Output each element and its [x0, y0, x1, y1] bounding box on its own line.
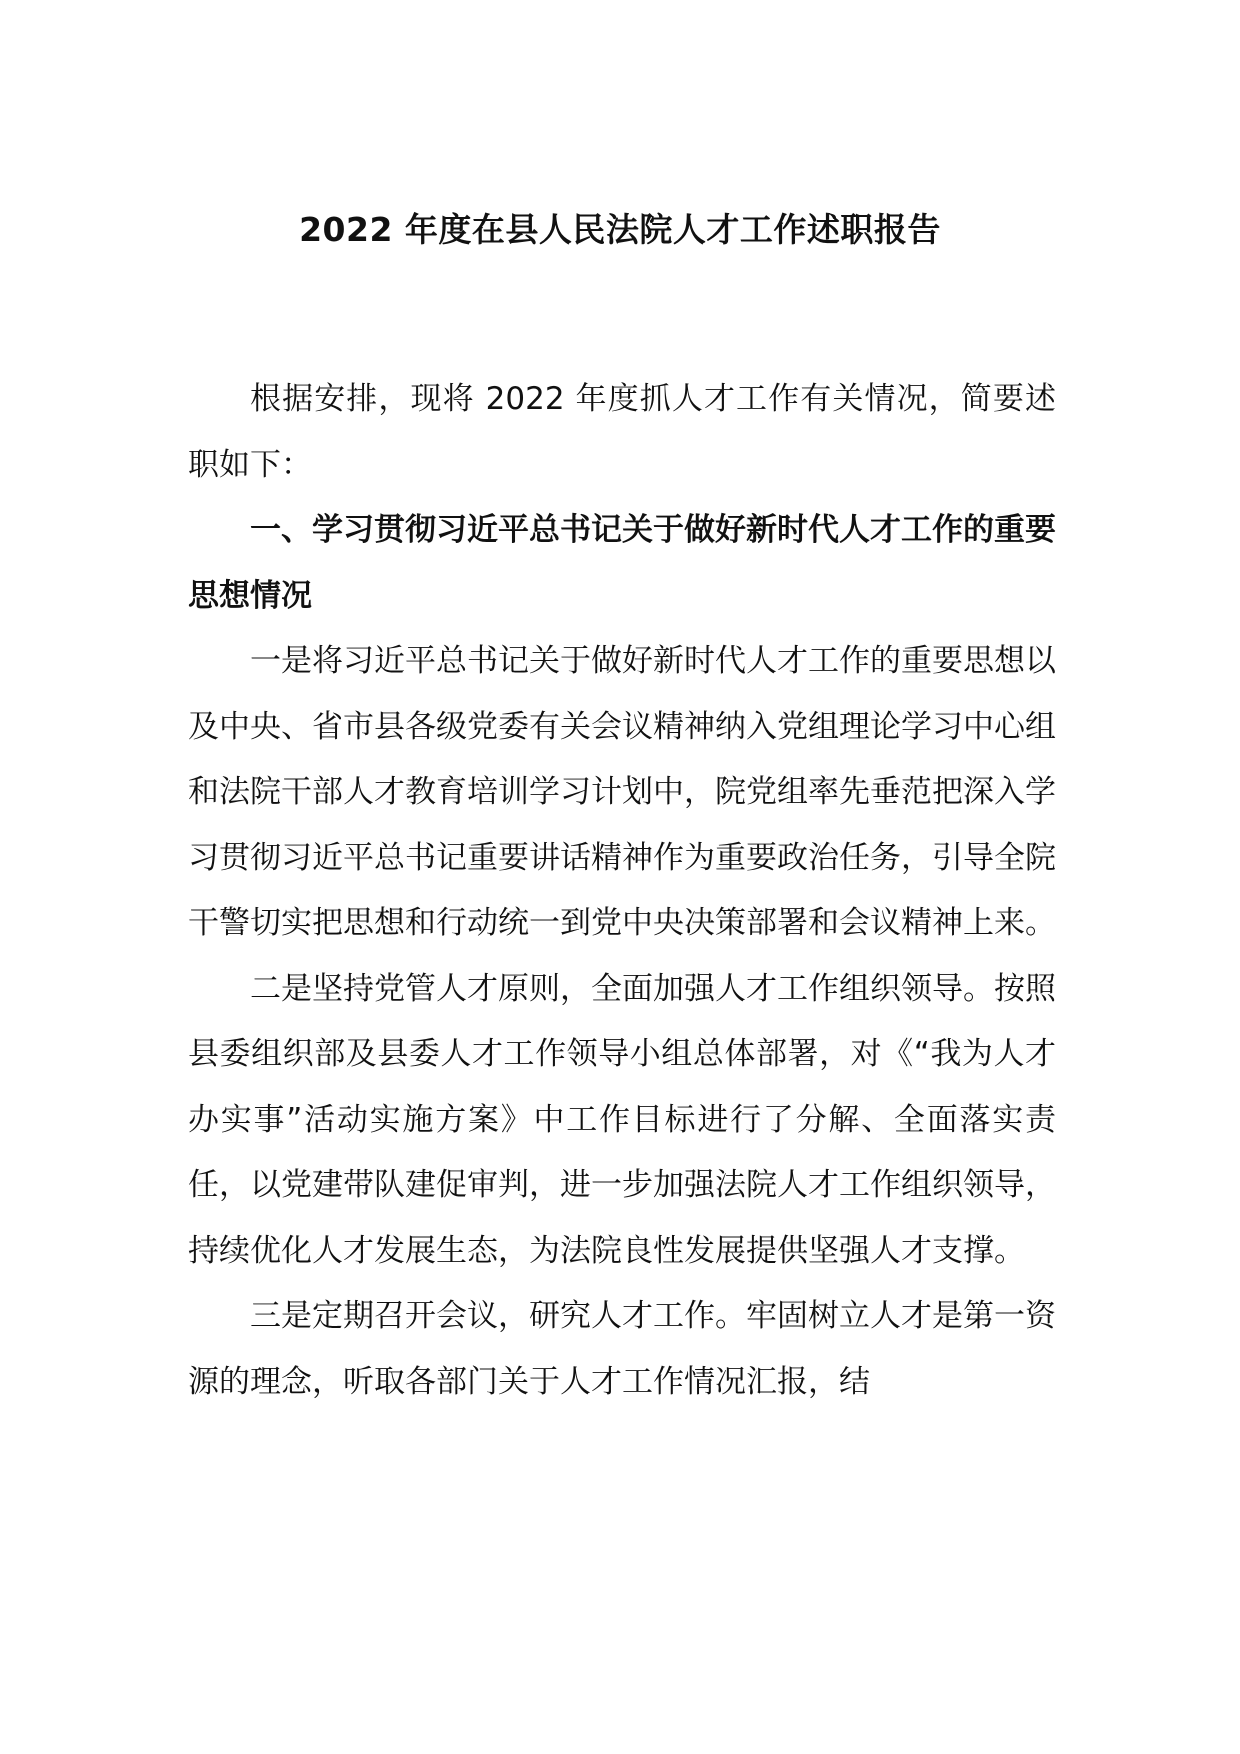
- body-paragraph: 一是将习近平总书记关于做好新时代人才工作的重要思想以及中央、省市县各级党委有关会议精神纳入党组理论学习中心组和法院干部人才教育培训学习计划中，院党组率先垂范把深入学习贯彻习近平总书记重要讲话精神作为重要政治任务，引导全院干警切实把思想和行动统一到党中央决策部署和会议精神上来。: [188, 643, 1056, 941]
- intro-paragraph: 根据安排，现将 2022 年度抓人才工作有关情况，简要述职如下：: [188, 381, 1056, 483]
- body-paragraph: 三是定期召开会议，研究人才工作。牢固树立人才是第一资源的理念，听取各部门关于人才工作情况汇报，结: [188, 1298, 1056, 1400]
- section-heading: 一、学习贯彻习近平总书记关于做好新时代人才工作的重要思想情况: [188, 512, 1056, 614]
- document-title: 2022 年度在县人民法院人才工作述职报告: [299, 210, 941, 249]
- document-body: [188, 367, 1056, 1415]
- body-paragraph: 二是坚持党管人才原则，全面加强人才工作组织领导。按照县委组织部及县委人才工作领导小组总体部署，对《“我为人才办实事”活动实施方案》中工作目标进行了分解、全面落实责任，以党建带队建促审判，进一步加强法院人才工作组织领导，持续优化人才发展生态，为法院良性发展提供坚强人才支撑。: [188, 970, 1056, 1269]
